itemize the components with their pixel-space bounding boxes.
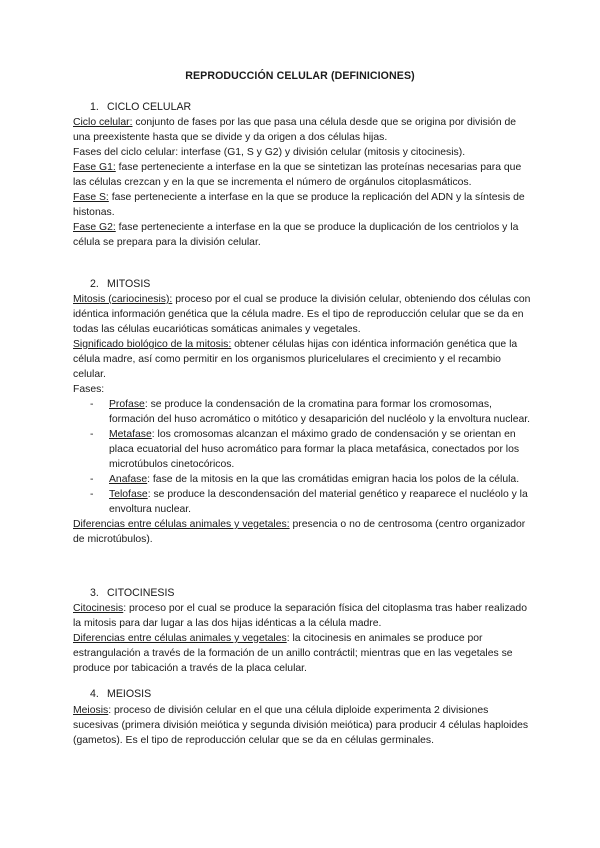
section-body-meiosis	[73, 703, 533, 748]
section-number: 4.	[90, 688, 99, 700]
paragraph	[73, 703, 533, 748]
paragraph	[73, 220, 533, 250]
term: Meiosis	[73, 705, 109, 716]
paragraph	[73, 631, 533, 676]
section-body-ciclo-celular	[73, 115, 533, 250]
phase-list	[73, 397, 533, 517]
list-dash: -	[90, 399, 94, 410]
paragraph	[73, 190, 533, 220]
section-heading-ciclo-celular	[90, 101, 191, 113]
section-body-citocinesis	[73, 601, 533, 676]
section-number: 2.	[90, 278, 99, 290]
section-title: CICLO CELULAR	[107, 101, 192, 113]
list-dash: -	[90, 429, 94, 440]
list-item	[73, 472, 533, 487]
definition: obtener células hijas con idéntica información genética que la célula madre, así como permitir en los organismos pluricelulares el crecimiento y el recambio celular.	[73, 339, 518, 380]
term: Diferencias entre células animales y vegetales	[73, 633, 287, 644]
term: Ciclo celular:	[73, 117, 133, 128]
section-title: MITOSIS	[107, 278, 151, 290]
list-item	[73, 487, 533, 517]
term: Anafase	[109, 474, 148, 485]
definition: : proceso de división celular en el que una célula diploide experimenta 2 divisiones sucesivas (primera división meiótica y segunda división meiótica) para producir 4 células haploides (gametos). Es el tipo de reproducción celular que se da en células germinales.	[73, 705, 529, 746]
section-number: 1.	[90, 101, 99, 113]
definition: Fases:	[73, 384, 105, 395]
paragraph	[73, 145, 533, 160]
definition: : fase de la mitosis en la que las cromátidas emigran hacia los polos de la célula.	[147, 474, 520, 485]
list-item	[73, 397, 533, 427]
definition: conjunto de fases por las que pasa una célula desde que se origina por división de una preexistente hasta que se divide y da origen a dos células hijas.	[73, 117, 517, 143]
definition: : se produce la descondensación del material genético y reaparece el nucléolo y la envoltura nuclear.	[109, 489, 528, 515]
term: Significado biológico de la mitosis:	[73, 339, 232, 350]
term: Citocinesis	[73, 603, 124, 614]
term: Profase	[109, 399, 145, 410]
paragraph	[73, 115, 533, 145]
paragraph	[73, 292, 533, 337]
definition: presencia o no de centrosoma (centro organizador de microtúbulos).	[73, 519, 526, 545]
section-title: MEIOSIS	[107, 688, 152, 700]
definition: : la citocinesis en animales se produce por estrangulación a través de la formación de un anillo contráctil; mientras que en las vegetales se produce por tabicación a través de la placa celular.	[73, 633, 513, 674]
term: Metafase	[109, 429, 152, 440]
document-title: REPRODUCCIÓN CELULAR (DEFINICIONES)	[185, 70, 415, 82]
term: Fase G2:	[73, 222, 116, 233]
definition: fase perteneciente a interfase en la que se sintetizan las proteínas necesarias para que las células crezcan y en la que se incrementa el número de orgánulos citoplasmáticos.	[73, 162, 522, 188]
paragraph	[73, 601, 533, 631]
definition: fase perteneciente a interfase en la que se produce la duplicación de los centriolos y la célula se prepara para la división celular.	[73, 222, 519, 248]
section-title: CITOCINESIS	[107, 587, 175, 599]
term: Telofase	[109, 489, 148, 500]
section-heading-mitosis	[90, 278, 150, 290]
paragraph	[73, 337, 533, 382]
paragraph	[73, 517, 533, 547]
section-heading-meiosis	[90, 688, 151, 700]
definition: : proceso por el cual se produce la separación física del citoplasma tras haber realizado la mitosis para dar lugar a las dos hijas idénticas a la célula madre.	[73, 603, 527, 629]
term: Fase G1:	[73, 162, 116, 173]
definition: fase perteneciente a interfase en la que se produce la replicación del ADN y la síntesis de histonas.	[73, 192, 525, 218]
definition: Fases del ciclo celular: interfase (G1, S y G2) y división celular (mitosis y citocinesis).	[73, 147, 466, 158]
definition: : se produce la condensación de la cromatina para formar los cromosomas, formación del huso acromático o mitótico y desaparición del nucléolo y la envoltura nuclear.	[109, 399, 531, 425]
list-item	[73, 427, 533, 472]
section-heading-citocinesis	[90, 587, 175, 599]
definition: : los cromosomas alcanzan el máximo grado de condensación y se orientan en placa ecuatorial del huso acromático para formar la placa metafásica, conectados por los microtúbulos cinetocóricos.	[109, 429, 520, 470]
paragraph	[73, 160, 533, 190]
term: Diferencias entre células animales y vegetales:	[73, 519, 290, 530]
definition: proceso por el cual se produce la división celular, obteniendo dos células con idéntica información genética que la célula madre. Es el tipo de reproducción celular que se da en todas las células eucarióticas somáticas animales y vegetales.	[73, 294, 531, 335]
list-dash: -	[90, 474, 94, 485]
paragraph	[73, 382, 533, 397]
section-body-mitosis	[73, 292, 533, 547]
section-number: 3.	[90, 587, 99, 599]
term: Fase S:	[73, 192, 109, 203]
list-dash: -	[90, 489, 94, 500]
term: Mitosis (cariocinesis):	[73, 294, 173, 305]
